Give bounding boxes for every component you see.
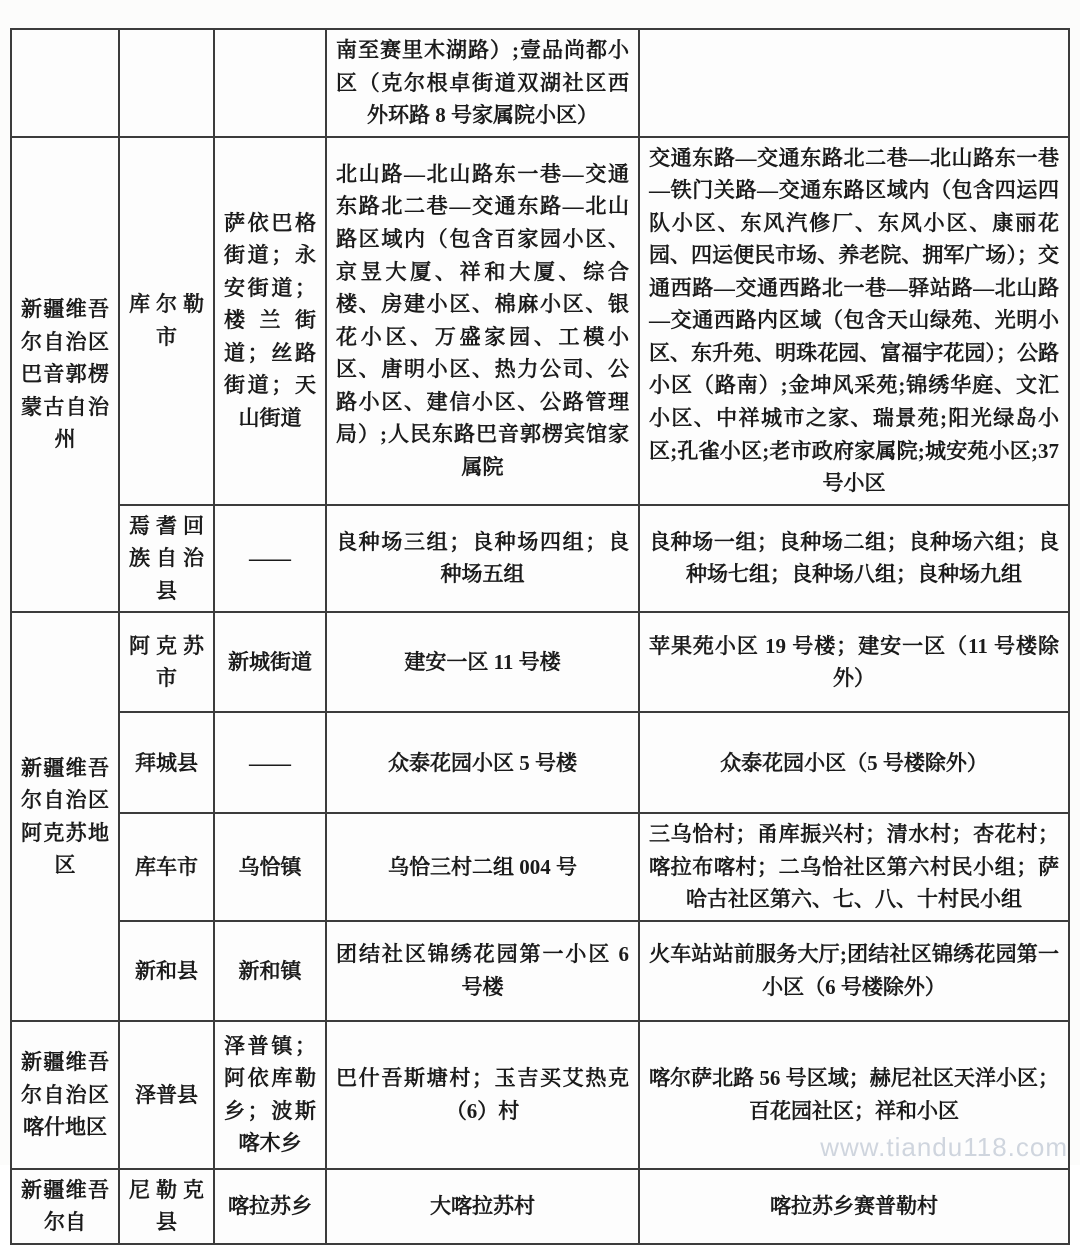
- area-list-1-cell: 乌恰三村二组 004 号: [326, 813, 639, 921]
- prefecture-cell: 新疆维吾尔自治区阿克苏地区: [11, 612, 119, 1021]
- table-row: [11, 813, 1069, 921]
- area-list-1-cell: 良种场三组；良种场四组；良种场五组: [326, 505, 639, 613]
- area-list-2-cell: 喀拉苏乡赛普勒村: [639, 1169, 1069, 1244]
- risk-area-table: [10, 28, 1070, 1245]
- area-list-1-cell: 团结社区锦绣花园第一小区 6 号楼: [326, 921, 639, 1021]
- area-list-2-cell: 众泰花园小区（5 号楼除外）: [639, 712, 1069, 813]
- table-row: [11, 921, 1069, 1021]
- area-list-1-cell: 北山路—北山路东一巷—交通东路北二巷—交通东路—北山路区域内（包含百家园小区、京昱大厦、祥和大厦、综合楼、房建小区、棉麻小区、银花小区、万盛家园、工模小区、唐明小区、热力公司、公路小区、建信小区、公路管理局）;人民东路巴音郭楞宾馆家属院: [326, 137, 639, 505]
- table-row: [11, 1021, 1069, 1169]
- table-row: [11, 612, 1069, 712]
- street-cell: 新和镇: [214, 921, 326, 1021]
- county-cell: 新和县: [119, 921, 214, 1021]
- risk-table-body: [11, 29, 1069, 1244]
- area-list-1-cell: 大喀拉苏村: [326, 1169, 639, 1244]
- street-cell: 喀拉苏乡: [214, 1169, 326, 1244]
- area-list-2-cell: 交通东路—交通东路北二巷—北山路东一巷—铁门关路—交通东路区域内（包含四运四队小区、东风汽修厂、东风小区、康丽花园、四运便民市场、养老院、拥军广场）；交通西路—交通西路北一巷—驿站路—北山路—交通西路内区域（包含天山绿苑、光明小区、东升苑、明珠花园、富福宇花园）；公路小区（路南）;金坤风采苑;锦绣华庭、文汇小区、中祥城市之家、瑞景苑;阳光绿岛小区;孔雀小区;老市政府家属院;城安苑小区;37 号小区: [639, 137, 1069, 505]
- area-list-2-cell: [639, 29, 1069, 137]
- county-cell: 尼勒克县: [119, 1169, 214, 1244]
- area-list-1-cell: 建安一区 11 号楼: [326, 612, 639, 712]
- area-list-1-cell: 南至赛里木湖路）;壹品尚都小区（克尔根卓街道双湖社区西外环路 8 号家属院小区）: [326, 29, 639, 137]
- prefecture-cell: 新疆维吾尔自治区巴音郭楞蒙古自治州: [11, 137, 119, 613]
- area-list-2-cell: 苹果苑小区 19 号楼；建安一区（11 号楼除外）: [639, 612, 1069, 712]
- county-cell: 库尔勒市: [119, 137, 214, 505]
- street-cell: 乌恰镇: [214, 813, 326, 921]
- county-cell: 库车市: [119, 813, 214, 921]
- street-cell: ——: [214, 712, 326, 813]
- table-row: [11, 1169, 1069, 1244]
- county-cell: 阿克苏市: [119, 612, 214, 712]
- area-list-2-cell: 火车站站前服务大厅;团结社区锦绣花园第一小区（6 号楼除外）: [639, 921, 1069, 1021]
- table-row: [11, 712, 1069, 813]
- prefecture-cell: 新疆维吾尔自治区喀什地区: [11, 1021, 119, 1169]
- prefecture-cell: [11, 29, 119, 137]
- street-cell: ——: [214, 505, 326, 613]
- street-cell: 萨依巴格街道；永安街道；楼兰街道；丝路街道；天山街道: [214, 137, 326, 505]
- area-list-2-cell: 喀尔萨北路 56 号区域；赫尼社区天洋小区；百花园社区；祥和小区: [639, 1021, 1069, 1169]
- table-row: [11, 29, 1069, 137]
- street-cell: 新城街道: [214, 612, 326, 712]
- county-cell: 泽普县: [119, 1021, 214, 1169]
- table-row: [11, 505, 1069, 613]
- street-cell: 泽普镇；阿依库勒乡；波斯喀木乡: [214, 1021, 326, 1169]
- area-list-1-cell: 巴什吾斯塘村；玉吉买艾热克（6）村: [326, 1021, 639, 1169]
- watermark-text: www.tiandu118.com: [820, 1132, 1068, 1162]
- county-cell: [119, 29, 214, 137]
- county-cell: 焉耆回族自治县: [119, 505, 214, 613]
- area-list-2-cell: 三乌恰村；甬库振兴村；清水村；杏花村；喀拉布喀村；二乌恰社区第六村民小组；萨哈古社区第六、七、八、十村民小组: [639, 813, 1069, 921]
- area-list-2-cell: 良种场一组；良种场二组；良种场六组；良种场七组；良种场八组；良种场九组: [639, 505, 1069, 613]
- street-cell: [214, 29, 326, 137]
- prefecture-cell: 新疆维吾尔自: [11, 1169, 119, 1244]
- county-cell: 拜城县: [119, 712, 214, 813]
- table-row: [11, 137, 1069, 505]
- area-list-1-cell: 众泰花园小区 5 号楼: [326, 712, 639, 813]
